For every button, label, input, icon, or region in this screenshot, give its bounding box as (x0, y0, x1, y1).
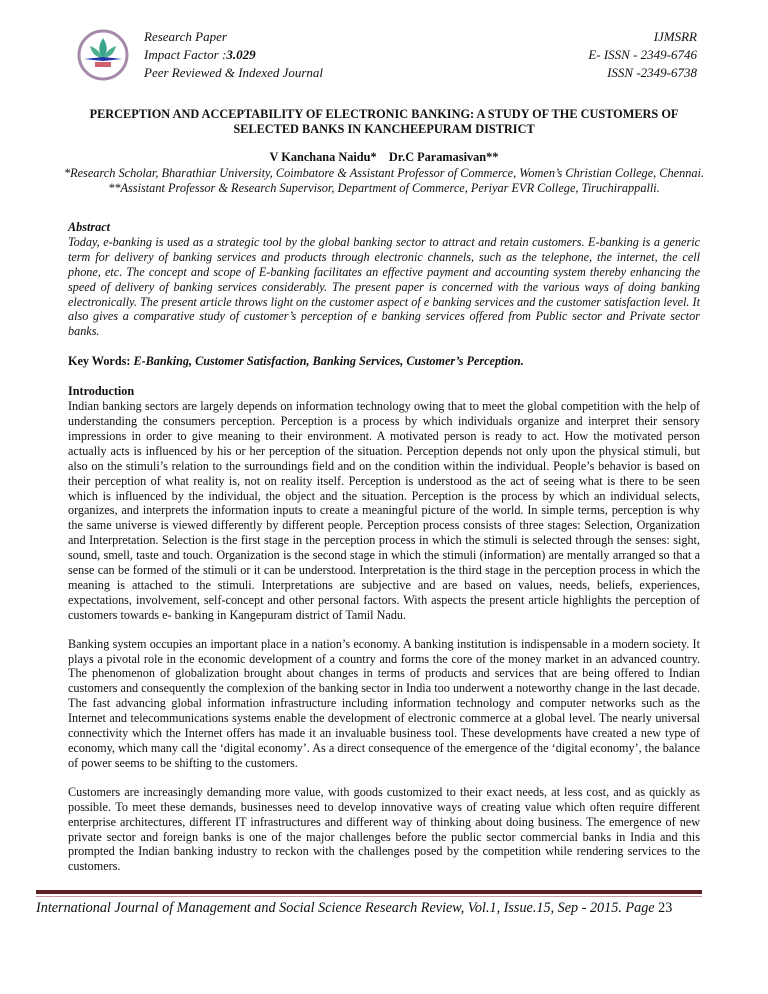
keywords-text: E-Banking, Customer Satisfaction, Banking Services, Customer’s Perception. (133, 354, 524, 369)
title-line: SELECTED BANKS IN KANCHEEPURAM DISTRICT (233, 122, 535, 136)
page-number: 23 (658, 900, 673, 916)
abstract-text: Today, e-banking is used as a strategic tool by the global banking sector to attract and retain customers. E-banking is a generic term for delivery of banking services and products through electronic channels, such as the telephone, the internet, the cell phone, etc. The concept and scope of E-banking facilitates an effective payment and accounting system thereby enhancing the speed of delivery of banking services considerably. The present paper is concerned with the various ways of doing banking electronically. The present article throws light on the customer aspect of e banking services and the customer satisfaction level. It also gives a comparative study of customer’s perception of e banking services offered from Public sector and Private sector banks. (68, 234, 700, 339)
introduction-heading: Introduction (68, 384, 135, 399)
paper-type: Research Paper (144, 29, 227, 44)
paper-body (68, 220, 700, 874)
impact-factor-value: 3.029 (226, 47, 256, 62)
journal-header-right (588, 28, 697, 82)
affiliation-2: **Assistant Professor & Research Supervisor, Department of Commerce, Periyar EVR College, Tiruchirappalli. (108, 181, 660, 195)
e-issn: E- ISSN - 2349-6746 (588, 47, 697, 62)
footer-rule (36, 890, 702, 894)
journal-abbrev: IJMSRR (653, 29, 697, 44)
body-paragraph: Banking system occupies an important place in a nation’s economy. A banking institution is indispensable in a modern society. It plays a pivotal role in the economic development of a country and forms the core of the money market in an advanced country. The phenomenon of globalization brought about changes in terms of products and services that are being offered to Indian customers and consequently the complexion of the banking sector in India too underwent a noteworthy change in the last decade. The fast advancing global information infrastructure including information technology and computer networks such as the Internet and telecommunications systems enable the development of electronic commerce at a global level. The nearly universal connectivity which the Internet offers has made it an invaluable business tool. These developments have created a new type of economy, which many call the ‘digital economy’. As a direct consequence of the emergence of the ‘digital economy’, the balance of power seems to be shifting to the customers. (68, 636, 700, 770)
affiliation-1: *Research Scholar, Bharathiar University, Coimbatore & Assistant Professor of Commerce, Women’s Christian College, Chennai. (63, 165, 705, 180)
body-paragraph: Indian banking sectors are largely depends on information technology owing that to meet the global competition with the help of understanding the consumers perception. Perception is a process by which individuals organize and interpret their sensory impressions in order to give meaning to their environment. A motivated person is ready to act. How the motivated person actually acts is influenced by his or her perception of the situation. Perception depends not only upon the physical stimuli, but also on the stimuli’s relation to the surroundings field and on the condition within the individual. People’s behavior is based on their perception of what reality is, not on reality itself. Perception is understood as the act of seeing what is there to be seen which is influenced by the individual, the object and the situation. Perception is the process by which an individual selects, organizes, and interprets the information inputs to create a meaningful picture of the world. In simple terms, perception is why the same universe is viewed differently by different people. Perception process consists of three stages: Selection, Organization and Interpretation. Selection is the first stage in the perception process in which the stimuli is selected through the senses: sight, sound, smell, taste and touch. Organization is the second stage in which the stimuli (information) are mentally arranged so that a sense can be formed of the stimuli or it can be understood. Interpretation is the third stage in the perception process in which the meaning is attached to the stimuli. Interpretations are subjective and are based on values, needs, beliefs, experiences, expectations, involvement, self-concept and other personal factors. With aspects the present article highlights the perception of customers towards e- banking in Kangepuram district of Tamil Nadu. (68, 399, 700, 622)
impact-factor (144, 46, 323, 64)
keywords-label: Key Words: (68, 354, 134, 369)
paper-title (60, 107, 708, 137)
author-names: V Kanchana Naidu* Dr.C Paramasivan** (269, 150, 499, 164)
page-footer (36, 900, 672, 917)
impact-factor-label: Impact Factor : (144, 47, 227, 62)
journal-header-left (144, 28, 323, 82)
author-block (60, 150, 708, 197)
issn: ISSN -2349-6738 (607, 65, 697, 80)
review-status: Peer Reviewed & Indexed Journal (144, 65, 324, 80)
title-line: PERCEPTION AND ACCEPTABILITY OF ELECTRONIC BANKING: A STUDY OF THE CUSTOMERS OF (89, 107, 679, 121)
footer-rule-thin (36, 896, 702, 897)
abstract-heading: Abstract (68, 220, 110, 234)
keywords (68, 354, 700, 369)
body-paragraph: Customers are increasingly demanding more value, with goods customized to their exact needs, at less cost, and as quickly as possible. To meet these demands, businesses need to develop innovative ways of creating value which often require different enterprise architectures, different IT infrastructures and different way of thinking about doing business. The emergence of new private sector and foreign banks is one of the major challenges before the public sector commercial banks in India and this prompted the Indian banking industry to reckon with the challenges posed by the competition while rendering services to the customers. (68, 784, 700, 874)
footer-journal: International Journal of Management and Social Science Research Review, Vol.1, Issue.15, Sep - 2015. Page (36, 900, 659, 916)
journal-logo-icon (76, 28, 130, 82)
